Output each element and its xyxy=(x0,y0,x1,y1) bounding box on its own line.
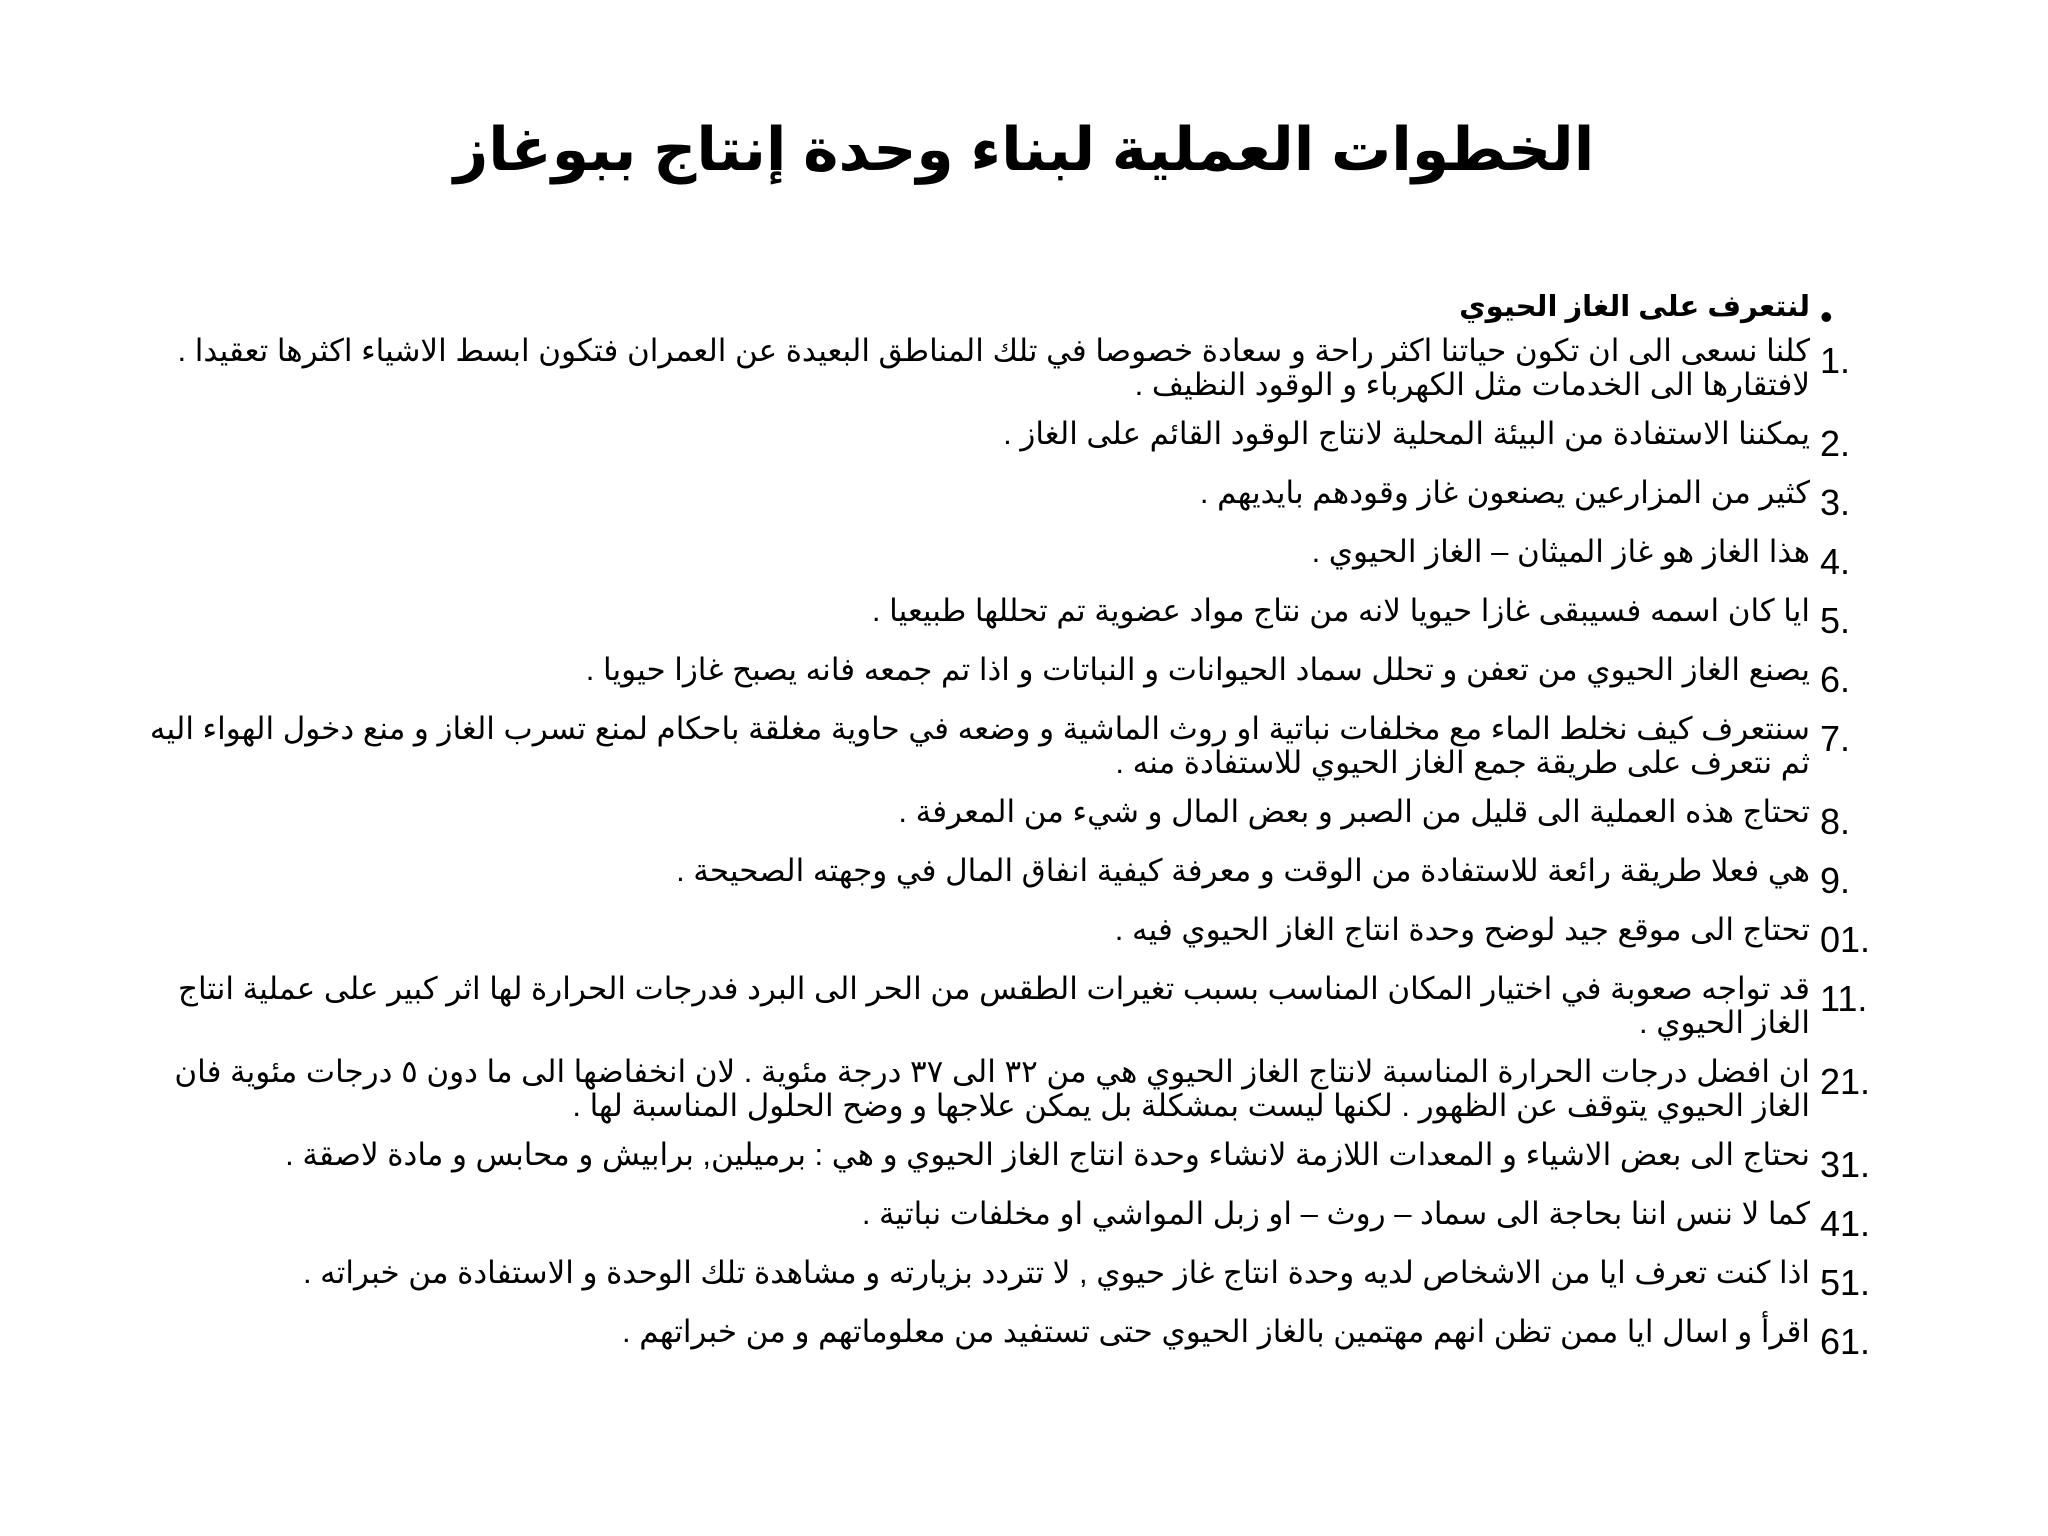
list-item-number: 1. xyxy=(1820,340,1851,381)
list-item-number: 31. xyxy=(1820,1144,1871,1185)
list-item-number: 5. xyxy=(1820,600,1851,641)
list-item xyxy=(130,1255,1950,1303)
list-item xyxy=(130,1055,1950,1123)
list-item-number: 3. xyxy=(1820,482,1851,523)
list-item xyxy=(130,534,1950,582)
list-item xyxy=(130,1196,1950,1244)
list-item xyxy=(130,475,1950,523)
list-item-text: تحتاج الى موقع جيد لوضح وحدة انتاج الغاز الحيوي فيه . xyxy=(1114,912,1810,947)
list-item-number: 9. xyxy=(1820,860,1851,901)
list-item-text: قد تواجه صعوبة في اختيار المكان المناسب بسبب تغيرات الطقس من الحر الى البرد فدرجات الحرارة لها اثر كبير على عملية انتاج الغاز الحيوي . xyxy=(177,971,1810,1040)
list-item-number: 21. xyxy=(1820,1061,1871,1102)
list-item-text: تحتاج هذه العملية الى قليل من الصبر و بعض المال و شيء من المعرفة . xyxy=(898,794,1810,829)
list-item xyxy=(130,1137,1950,1185)
list-item-text: يمكننا الاستفادة من البيئة المحلية لانتاج الوقود القائم على الغاز . xyxy=(1003,416,1810,451)
list-item-number: 01. xyxy=(1820,919,1871,960)
slide-body xyxy=(130,290,1950,1362)
list-item-text: كثير من المزارعين يصنعون غاز وقودهم بايديهم . xyxy=(1199,475,1810,510)
bullet-row xyxy=(130,290,1950,337)
list-item xyxy=(130,593,1950,641)
list-item-text: اذا كنت تعرف ايا من الاشخاص لديه وحدة انتاج غاز حيوي , لا تتردد بزيارته و مشاهدة تلك الوحدة و الاستفادة من خبراته . xyxy=(302,1255,1810,1290)
list-item-text: سنتعرف كيف نخلط الماء مع مخلفات نباتية او روث الماشية و وضعه في حاوية مغلقة باحكام لمنع تسرب الغاز و منع دخول الهواء اليه ثم نتعرف على طريقة جمع الغاز الحيوي للاستفادة منه . xyxy=(149,711,1810,780)
list-item xyxy=(130,652,1950,700)
list-item xyxy=(130,972,1950,1040)
list-item xyxy=(130,416,1950,464)
list-item-text: هي فعلا طريقة رائعة للاستفادة من الوقت و معرفة كيفية انفاق المال في وجهته الصحيحة . xyxy=(676,853,1810,888)
list-item xyxy=(130,334,1950,402)
list-item xyxy=(130,853,1950,901)
list-item-text: ايا كان اسمه فسيبقى غازا حيويا لانه من نتاج مواد عضوية تم تحللها طبيعيا . xyxy=(871,593,1810,628)
list-item xyxy=(130,912,1950,960)
list-item-text: هذا الغاز هو غاز الميثان – الغاز الحيوي . xyxy=(1311,534,1810,569)
list-item xyxy=(130,1314,1950,1362)
list-item-number: 4. xyxy=(1820,541,1851,582)
list-item-number: 7. xyxy=(1820,718,1851,759)
list-item-text: اقرأ و اسال ايا ممن تظن انهم مهتمين بالغاز الحيوي حتى تستفيد من معلوماتهم و من خبراتهم . xyxy=(622,1314,1810,1349)
list-item-number: 51. xyxy=(1820,1262,1871,1303)
list-item xyxy=(130,794,1950,842)
bullet-marker: • xyxy=(1820,296,1833,337)
list-item-number: 41. xyxy=(1820,1203,1871,1244)
list-item-text: ان افضل درجات الحرارة المناسبة لانتاج الغاز الحيوي هي من ٣٢ الى ٣٧ درجة مئوية . لان انخفاضها الى ما دون ٥ درجات مئوية فان الغاز الحيوي يتوقف عن الظهور . لكنها ليست بمشكلة بل يمكن علاجها و وضح الحلول المناسبة لها . xyxy=(174,1054,1810,1123)
list-item-number: 6. xyxy=(1820,659,1851,700)
list-item-number: 2. xyxy=(1820,423,1851,464)
list-item-text: كلنا نسعى الى ان تكون حياتنا اكثر راحة و سعادة خصوصا في تلك المناطق البعيدة عن العمران فتكون ابسط الاشياء اكثرها تعقيدا . لافتقارها الى الخدمات مثل الكهرباء و الوقود النظيف . xyxy=(177,333,1810,402)
list-item-text: كما لا ننس اننا بحاجة الى سماد – روث – او زبل المواشي او مخلفات نباتية . xyxy=(861,1196,1810,1231)
list-item-number: 11. xyxy=(1820,978,1868,1019)
list-item xyxy=(130,712,1950,780)
list-item-text: يصنع الغاز الحيوي من تعفن و تحلل سماد الحيوانات و النباتات و اذا تم جمعه فانه يصبح غازا حيويا . xyxy=(585,652,1810,687)
slide-title: الخطوات العملية لبناء وحدة إنتاج ببوغاز xyxy=(453,116,1595,183)
list-item-text: نحتاج الى بعض الاشياء و المعدات اللازمة لانشاء وحدة انتاج الغاز الحيوي و هي : برميلين, برابيش و محابس و مادة لاصقة . xyxy=(285,1137,1810,1172)
bullet-text: لنتعرف على الغاز الحيوي xyxy=(1459,291,1810,323)
list-item-number: 8. xyxy=(1820,801,1851,842)
list-item-number: 61. xyxy=(1820,1321,1871,1362)
